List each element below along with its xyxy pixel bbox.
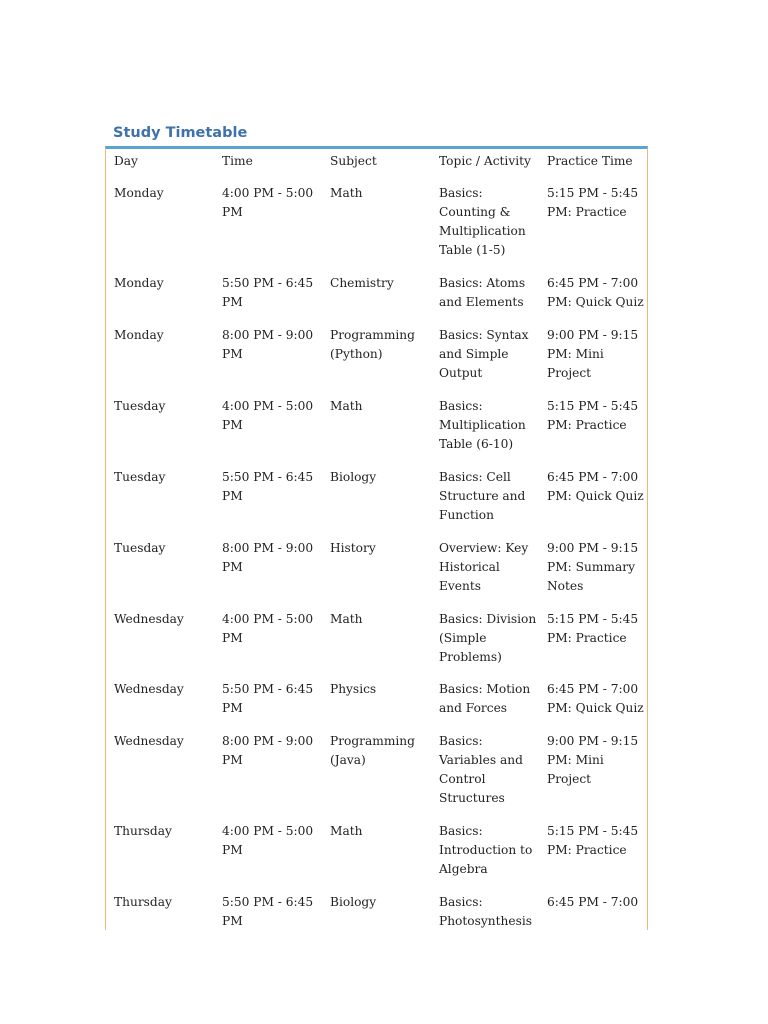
cell-line: 5:50 PM - 6:45: [222, 895, 314, 909]
cell-line: PM: [222, 418, 243, 432]
cell-line: PM: Quick Quiz: [547, 701, 644, 715]
cell-line: Basics: Syntax: [439, 328, 529, 342]
cell-line: 5:15 PM - 5:45: [547, 399, 639, 413]
table-cell-topic: [439, 732, 523, 808]
table-cell-practice: [547, 680, 644, 718]
cell-line: Counting &: [439, 205, 511, 219]
cell-line: Variables and: [439, 753, 523, 767]
cell-line: PM: [222, 914, 243, 928]
cell-line: PM: [222, 205, 243, 219]
table-cell-time: [222, 893, 313, 931]
cell-line: Problems): [439, 650, 502, 664]
cell-line: Math: [330, 186, 363, 200]
cell-line: PM: [222, 843, 243, 857]
cell-line: PM: [222, 489, 243, 503]
table-cell-subject: [330, 732, 415, 770]
table-cell-topic: [439, 274, 525, 312]
cell-line: PM: Quick Quiz: [547, 295, 644, 309]
table-cell-subject: [330, 822, 363, 841]
table-cell-day: [114, 468, 165, 487]
cell-line: Biology: [330, 895, 377, 909]
table-cell-subject: [330, 893, 376, 912]
column-header-practice: Practice Time: [547, 154, 633, 168]
table-cell-topic: [439, 610, 536, 667]
cell-line: 5:15 PM - 5:45: [547, 824, 639, 838]
cell-line: 5:50 PM - 6:45: [222, 276, 314, 290]
table-cell-time: [222, 397, 313, 435]
table-cell-subject: [330, 610, 363, 629]
table-cell-day: [114, 732, 184, 751]
table-cell-practice: [547, 468, 644, 506]
cell-line: PM: Practice: [547, 418, 627, 432]
cell-line: 5:50 PM - 6:45: [222, 682, 314, 696]
cell-line: Thursday: [114, 895, 172, 909]
cell-line: Math: [330, 824, 363, 838]
cell-line: 6:45 PM - 7:00: [547, 682, 639, 696]
table-cell-practice: [547, 893, 638, 912]
table-cell-time: [222, 539, 313, 577]
cell-line: 9:00 PM - 9:15: [547, 328, 639, 342]
table-cell-subject: [330, 468, 376, 487]
table-cell-practice: [547, 397, 638, 435]
cell-line: Project: [547, 366, 592, 380]
cell-line: Table (6-10): [439, 437, 514, 451]
cell-line: Multiplication: [439, 418, 526, 432]
cell-line: and Simple: [439, 347, 509, 361]
table-cell-practice: [547, 732, 638, 789]
table-cell-time: [222, 274, 313, 312]
cell-line: PM: [222, 347, 243, 361]
cell-line: Physics: [330, 682, 377, 696]
table-cell-topic: [439, 397, 526, 454]
cell-line: 4:00 PM - 5:00: [222, 186, 314, 200]
cell-line: Algebra: [439, 862, 488, 876]
table-cell-topic: [439, 184, 526, 260]
column-header-subject: Subject: [330, 154, 377, 168]
cell-line: and Forces: [439, 701, 508, 715]
table-cell-day: [114, 893, 172, 912]
cell-line: Math: [330, 612, 363, 626]
cell-line: Math: [330, 399, 363, 413]
column-header-time: Time: [222, 154, 253, 168]
cell-line: Chemistry: [330, 276, 394, 290]
table-cell-day: [114, 822, 172, 841]
cell-line: 9:00 PM - 9:15: [547, 734, 639, 748]
cell-line: PM: Quick Quiz: [547, 489, 644, 503]
cell-line: (Java): [330, 753, 366, 767]
cell-line: Table (1-5): [439, 243, 506, 257]
cell-line: PM: Practice: [547, 843, 627, 857]
cell-line: Basics:: [439, 399, 483, 413]
table-cell-day: [114, 397, 165, 416]
cell-line: Wednesday: [114, 612, 184, 626]
cell-line: PM: [222, 631, 243, 645]
cell-line: PM: Practice: [547, 631, 627, 645]
cell-line: PM: Practice: [547, 205, 627, 219]
cell-line: PM: [222, 701, 243, 715]
cell-line: Programming: [330, 734, 415, 748]
cell-line: Events: [439, 579, 481, 593]
cell-line: 8:00 PM - 9:00: [222, 734, 314, 748]
cell-line: History: [330, 541, 376, 555]
cell-line: 8:00 PM - 9:00: [222, 328, 314, 342]
cell-line: Function: [439, 508, 494, 522]
table-cell-topic: [439, 468, 525, 525]
cell-line: Monday: [114, 276, 164, 290]
table-cell-time: [222, 680, 313, 718]
cell-line: PM: Mini: [547, 753, 604, 767]
table-cell-practice: [547, 184, 638, 222]
cell-line: Monday: [114, 186, 164, 200]
cell-line: Overview: Key: [439, 541, 529, 555]
cell-line: Notes: [547, 579, 584, 593]
column-header-day: Day: [114, 154, 138, 168]
table-cell-subject: [330, 274, 394, 293]
cell-line: PM: [222, 295, 243, 309]
cell-line: Project: [547, 772, 592, 786]
cell-line: 5:15 PM - 5:45: [547, 186, 639, 200]
cell-line: Tuesday: [114, 541, 166, 555]
cell-line: Biology: [330, 470, 377, 484]
cell-line: Basics:: [439, 824, 483, 838]
cell-line: Historical: [439, 560, 500, 574]
cell-line: Basics:: [439, 895, 483, 909]
cell-line: Wednesday: [114, 734, 184, 748]
cell-line: Structure and: [439, 489, 526, 503]
cell-line: 5:50 PM - 6:45: [222, 470, 314, 484]
cell-line: Introduction to: [439, 843, 533, 857]
table-cell-subject: [330, 680, 376, 699]
table-cell-day: [114, 274, 164, 293]
table-cell-time: [222, 732, 313, 770]
cell-line: Tuesday: [114, 399, 166, 413]
cell-line: Control: [439, 772, 486, 786]
table-cell-day: [114, 184, 164, 203]
table-cell-day: [114, 680, 184, 699]
table-cell-subject: [330, 326, 415, 364]
cell-line: 4:00 PM - 5:00: [222, 612, 314, 626]
cell-line: Basics: Division: [439, 612, 537, 626]
table-cell-time: [222, 184, 313, 222]
table-cell-practice: [547, 539, 638, 596]
table-cell-time: [222, 822, 313, 860]
cell-line: 6:45 PM - 7:00: [547, 470, 639, 484]
table-cell-subject: [330, 184, 363, 203]
cell-line: 5:15 PM - 5:45: [547, 612, 639, 626]
cell-line: 4:00 PM - 5:00: [222, 824, 314, 838]
cell-line: (Simple: [439, 631, 487, 645]
cell-line: Output: [439, 366, 483, 380]
page-title: Study Timetable: [113, 125, 248, 141]
table-cell-topic: [439, 326, 529, 383]
table-cell-time: [222, 468, 313, 506]
table-cell-topic: [439, 822, 532, 879]
table-cell-practice: [547, 610, 638, 648]
cell-line: Basics:: [439, 186, 483, 200]
cell-line: Structures: [439, 791, 505, 805]
table-cell-day: [114, 610, 184, 629]
cell-line: Basics: Atoms: [439, 276, 526, 290]
table-cell-practice: [547, 326, 638, 383]
cell-line: Programming: [330, 328, 415, 342]
cell-line: PM: Mini: [547, 347, 604, 361]
cell-line: (Python): [330, 347, 383, 361]
cell-line: Basics: Motion: [439, 682, 531, 696]
cell-line: 8:00 PM - 9:00: [222, 541, 314, 555]
table-cell-topic: [439, 539, 528, 596]
cell-line: 4:00 PM - 5:00: [222, 399, 314, 413]
cell-line: PM: [222, 560, 243, 574]
cell-line: 6:45 PM - 7:00: [547, 276, 639, 290]
table-cell-practice: [547, 822, 638, 860]
cell-line: Tuesday: [114, 470, 166, 484]
cell-line: Multiplication: [439, 224, 526, 238]
table-cell-time: [222, 610, 313, 648]
cell-line: PM: [222, 753, 243, 767]
column-header-topic: Topic / Activity: [439, 154, 531, 168]
cell-line: Photosynthesis: [439, 914, 532, 928]
table-cell-time: [222, 326, 313, 364]
table-cell-topic: [439, 893, 532, 931]
cell-line: Basics: Cell: [439, 470, 511, 484]
cell-line: PM: Summary: [547, 560, 635, 574]
cell-line: Wednesday: [114, 682, 184, 696]
table-cell-day: [114, 326, 164, 345]
cell-line: Basics:: [439, 734, 483, 748]
cell-line: 9:00 PM - 9:15: [547, 541, 639, 555]
table-cell-topic: [439, 680, 530, 718]
table-cell-subject: [330, 397, 363, 416]
cell-line: 6:45 PM - 7:00: [547, 895, 639, 909]
table-cell-day: [114, 539, 165, 558]
table-cell-subject: [330, 539, 376, 558]
table-cell-practice: [547, 274, 644, 312]
cell-line: and Elements: [439, 295, 524, 309]
cell-line: Thursday: [114, 824, 172, 838]
cell-line: Monday: [114, 328, 164, 342]
timetable-table: [105, 146, 648, 930]
